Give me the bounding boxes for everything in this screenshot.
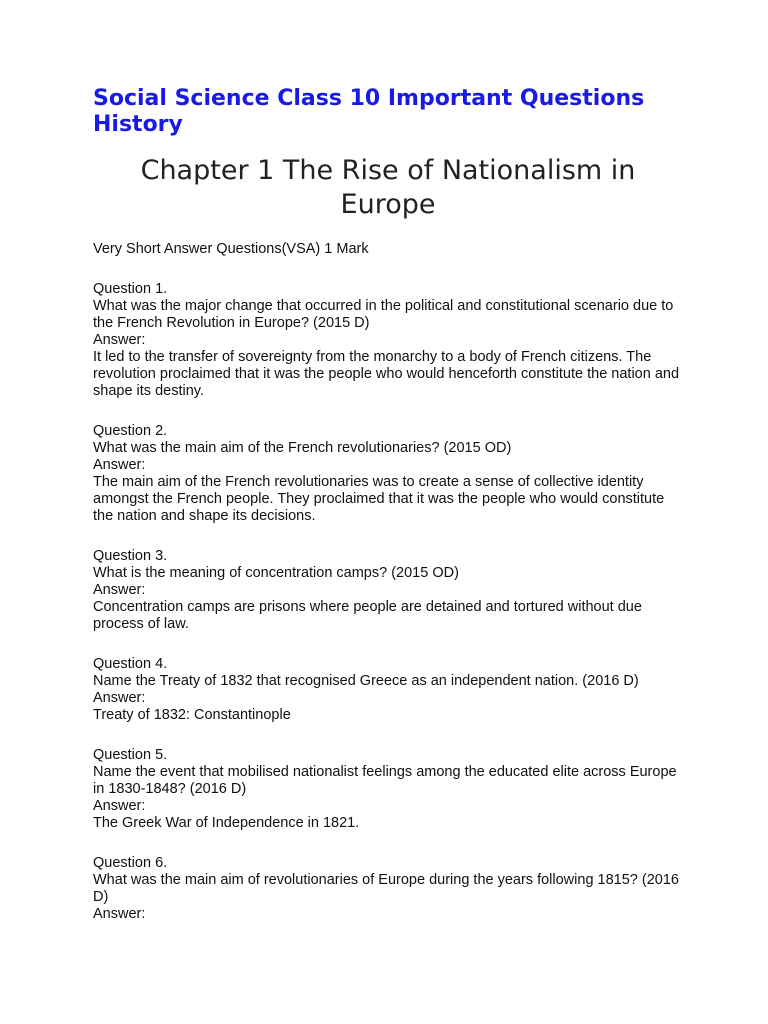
question-label: Question 1. [93, 281, 168, 297]
answer-text: It led to the transfer of sovereignty from the monarchy to a body of French citizens. The revolution proclaimed that it was the people who would henceforth constitute the nation and shape its destiny. [93, 349, 680, 399]
chapter-title: Chapter 1 The Rise of Nationalism in Europe [140, 155, 636, 220]
question-text: Name the event that mobilised nationalist feelings among the educated elite across Europe in 1830-1848? (2016 D) [93, 764, 677, 797]
answer-label: Answer: [93, 798, 146, 814]
question-text: Name the Treaty of 1832 that recognised Greece as an independent nation. (2016 D) [93, 673, 639, 689]
question-label: Question 3. [93, 548, 168, 564]
question-text: What was the main aim of the French revolutionaries? (2015 OD) [93, 440, 512, 456]
answer-label: Answer: [93, 690, 146, 706]
question-label: Question 6. [93, 855, 168, 871]
question-label: Question 4. [93, 656, 168, 672]
answer-text: Concentration camps are prisons where people are detained and tortured without due process of law. [93, 599, 642, 632]
answer-text: The main aim of the French revolutionaries was to create a sense of collective identity amongst the French people. They proclaimed that it was the people who would constitute the nation and shape its decisions. [93, 474, 665, 524]
answer-text: Treaty of 1832: Constantinople [93, 707, 291, 723]
section-label: Very Short Answer Questions(VSA) 1 Mark [93, 241, 369, 257]
question-text: What was the main aim of revolutionaries of Europe during the years following 1815? (2016 D) [93, 872, 679, 905]
question-block-2 [93, 423, 683, 525]
answer-label: Answer: [93, 906, 146, 922]
question-label: Question 5. [93, 747, 168, 763]
question-block-5 [93, 747, 683, 832]
question-block-6 [93, 855, 683, 923]
document-title: Social Science Class 10 Important Questions History [93, 86, 645, 137]
answer-label: Answer: [93, 457, 146, 473]
answer-text: The Greek War of Independence in 1821. [93, 815, 360, 831]
question-text: What was the major change that occurred in the political and constitutional scenario due to the French Revolution in Europe? (2015 D) [93, 298, 674, 331]
document-page [93, 86, 683, 923]
question-block-4 [93, 656, 683, 724]
question-block-3 [93, 548, 683, 633]
answer-label: Answer: [93, 582, 146, 598]
answer-label: Answer: [93, 332, 146, 348]
question-label: Question 2. [93, 423, 168, 439]
question-block-1 [93, 281, 683, 400]
question-text: What is the meaning of concentration camps? (2015 OD) [93, 565, 459, 581]
